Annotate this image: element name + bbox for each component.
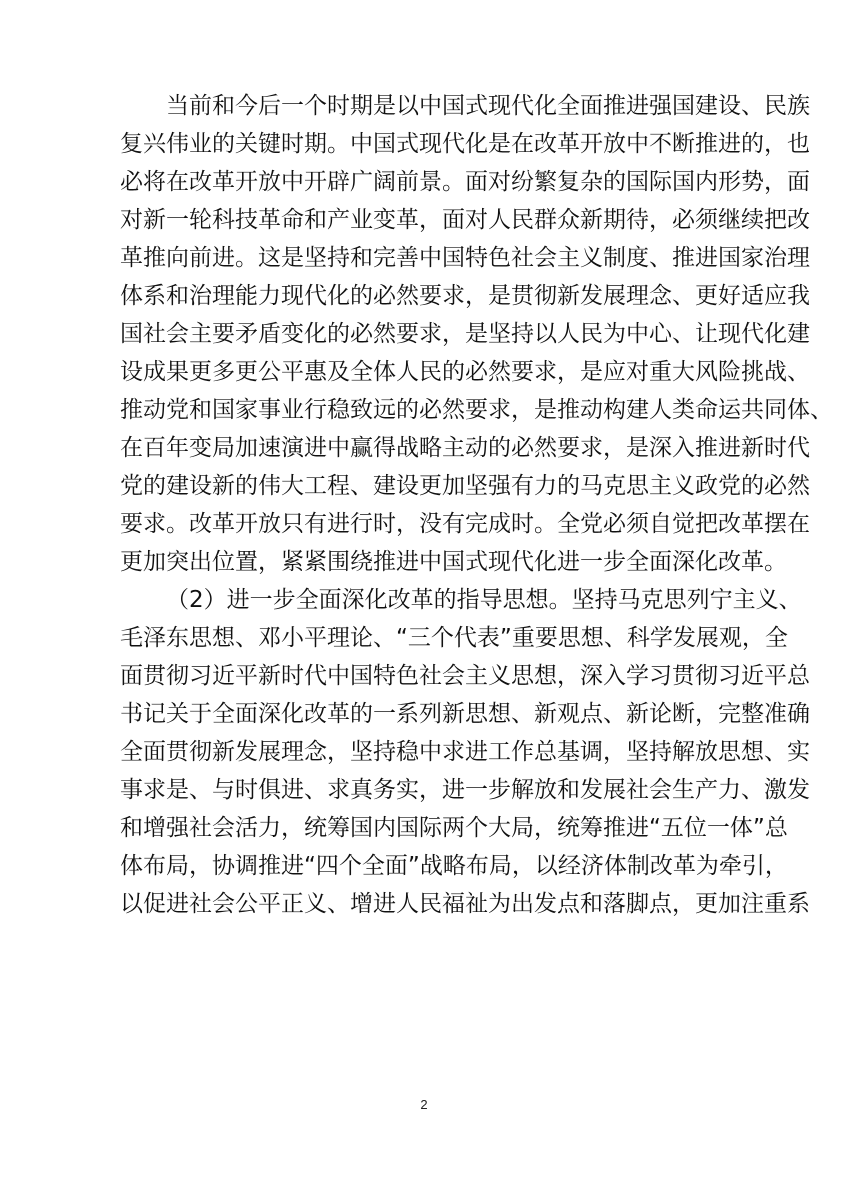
text-line: 在百年变局加速演进中赢得战略主动的必然要求，是深入推进新时代 <box>120 435 810 461</box>
text-line: 和增强社会活力，统筹国内国际两个大局，统筹推进“五位一体”总 <box>120 815 788 841</box>
text-line: 设成果更多更公平惠及全体人民的必然要求，是应对重大风险挑战、 <box>120 359 810 385</box>
text-line: 书记关于全面深化改革的一系列新思想、新观点、新论断，完整准确 <box>120 701 810 727</box>
text-line: 体系和治理能力现代化的必然要求，是贯彻新发展理念、更好适应我 <box>120 283 810 309</box>
text-line: 必将在改革开放中开辟广阔前景。面对纷繁复杂的国际国内形势，面 <box>120 169 810 195</box>
text-line: 体布局，协调推进“四个全面”战略布局，以经济体制改革为牵引， <box>120 853 788 879</box>
text-line: 毛泽东思想、邓小平理论、“三个代表”重要思想、科学发展观，全 <box>120 625 788 651</box>
text-line: 更加突出位置，紧紧围绕推进中国式现代化进一步全面深化改革。 <box>120 549 787 575</box>
text-line: 复兴伟业的关键时期。中国式现代化是在改革开放中不断推进的，也 <box>120 131 810 157</box>
text-line: 对新一轮科技革命和产业变革，面对人民群众新期待，必须继续把改 <box>120 207 810 233</box>
text-line: 面贯彻习近平新时代中国特色社会主义思想，深入学习贯彻习近平总 <box>120 663 810 689</box>
text-line: 革推向前进。这是坚持和完善中国特色社会主义制度、推进国家治理 <box>120 245 810 271</box>
text-line: （2）进一步全面深化改革的指导思想。坚持马克思列宁主义、 <box>166 587 802 613</box>
text-line: 当前和今后一个时期是以中国式现代化全面推进强国建设、民族 <box>166 93 810 119</box>
page-number: 2 <box>420 1097 428 1112</box>
text-line: 全面贯彻新发展理念，坚持稳中求进工作总基调，坚持解放思想、实 <box>120 739 810 765</box>
text-line: 以促进社会公平正义、增进人民福祉为出发点和落脚点，更加注重系 <box>120 891 810 917</box>
text-line: 事求是、与时俱进、求真务实，进一步解放和发展社会生产力、激发 <box>120 777 810 803</box>
text-line: 要求。改革开放只有进行时，没有完成时。全党必须自觉把改革摆在 <box>120 511 810 537</box>
text-line: 党的建设新的伟大工程、建设更加坚强有力的马克思主义政党的必然 <box>120 473 810 499</box>
text-line: 推动党和国家事业行稳致远的必然要求，是推动构建人类命运共同体、 <box>120 397 833 423</box>
text-line: 国社会主要矛盾变化的必然要求，是坚持以人民为中心、让现代化建 <box>120 321 810 347</box>
